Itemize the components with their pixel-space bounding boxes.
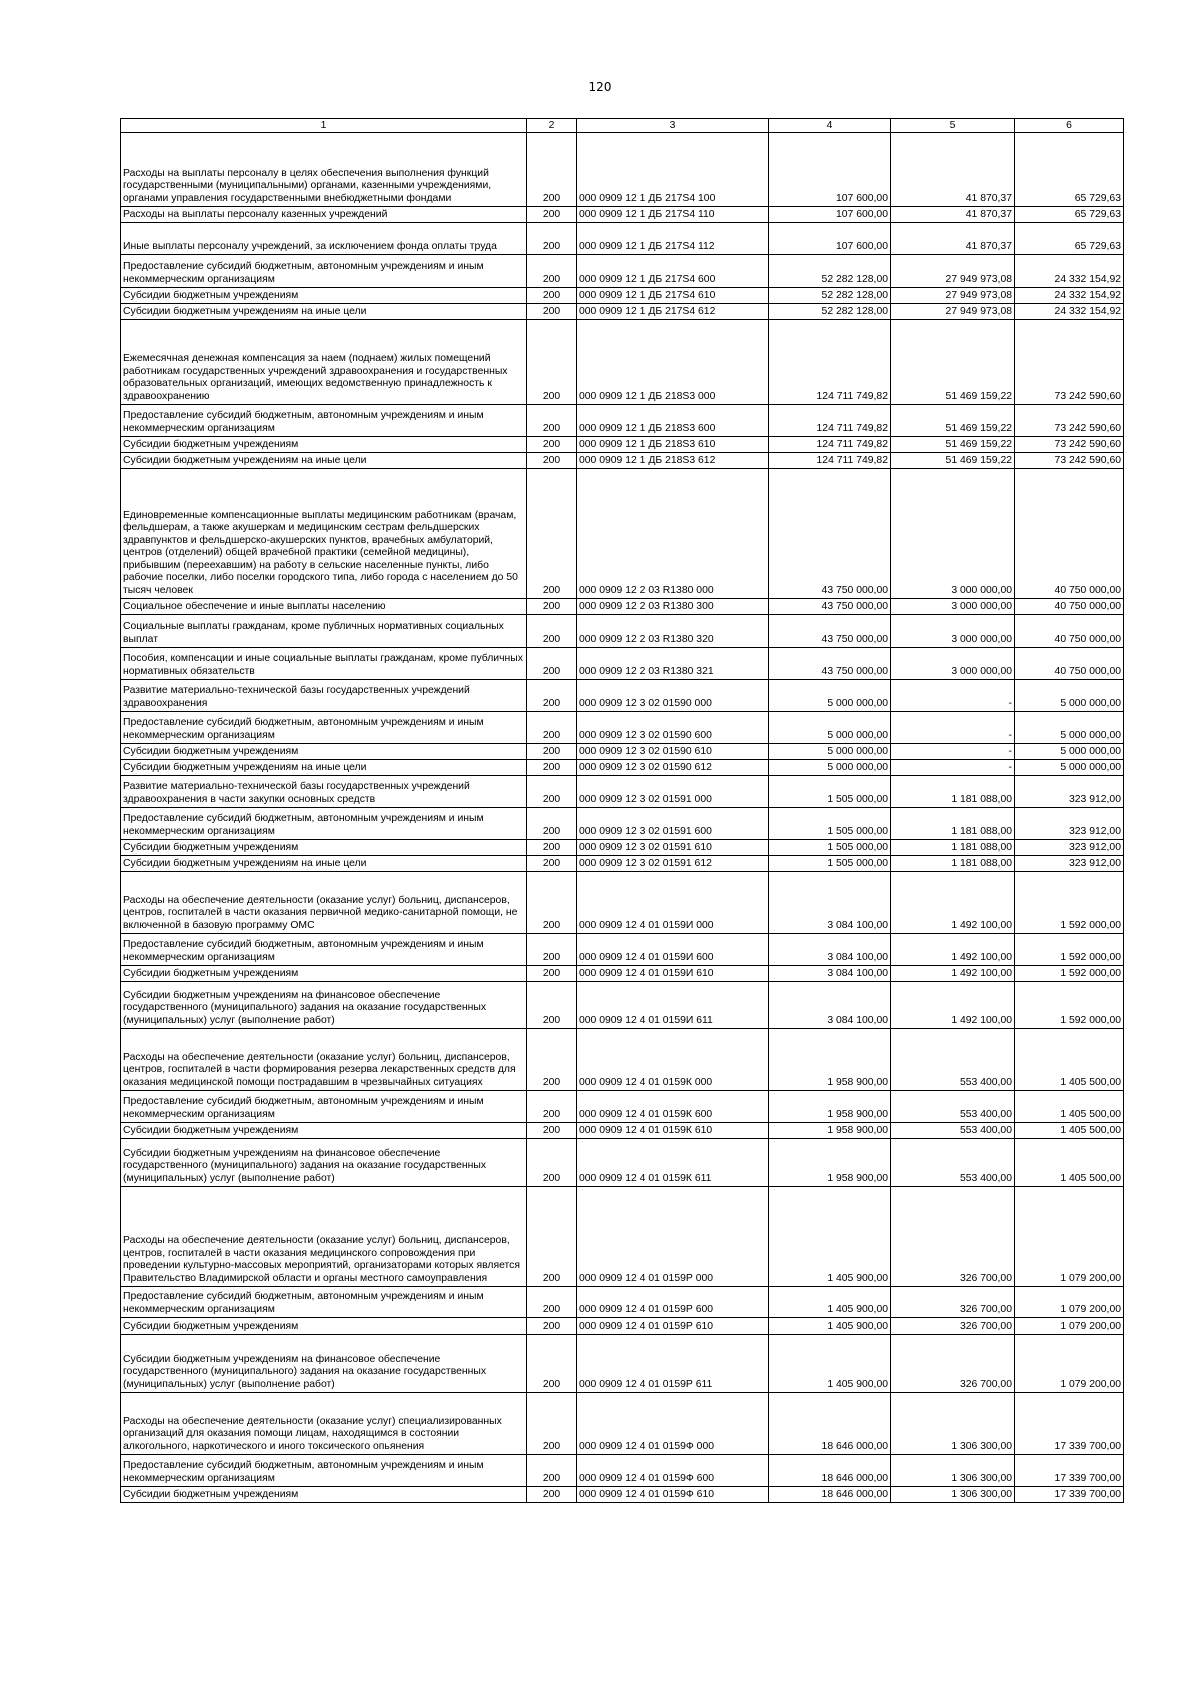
row-gr-code: 200 — [527, 1393, 577, 1455]
row-value-col4: 1 405 900,00 — [769, 1287, 891, 1318]
table-row — [121, 599, 1124, 615]
row-value-col6: 40 750 000,00 — [1015, 599, 1124, 615]
row-name: Пособия, компенсации и иные социальные выплаты гражданам, кроме публичных нормативных обязательств — [121, 648, 527, 680]
table-row — [121, 1455, 1124, 1487]
row-name: Субсидии бюджетным учреждениям — [121, 437, 527, 453]
row-budget-code: 000 0909 12 1 ДБ 218S3 610 — [577, 437, 769, 453]
row-gr-code: 200 — [527, 966, 577, 982]
row-value-col6: 73 242 590,60 — [1015, 453, 1124, 469]
row-value-col4: 1 958 900,00 — [769, 1139, 891, 1187]
table-row — [121, 1318, 1124, 1335]
row-value-col5: 3 000 000,00 — [891, 615, 1015, 648]
row-value-col4: 18 646 000,00 — [769, 1393, 891, 1455]
row-value-col5: 27 949 973,08 — [891, 288, 1015, 304]
row-value-col4: 52 282 128,00 — [769, 288, 891, 304]
column-header: 1 — [121, 119, 527, 133]
row-name: Расходы на выплаты персоналу в целях обеспечения выполнения функций государственными (муниципальными) органами, казенными учреждениями, органами управления государственными внебюджетными фондами — [121, 133, 527, 207]
row-value-col4: 107 600,00 — [769, 133, 891, 207]
table-row — [121, 405, 1124, 437]
row-name: Ежемесячная денежная компенсация за наем (поднаем) жилых помещений работникам государственных учреждений здравоохранения и государственных образовательных организаций, имеющих ведомственную принадлежность к здравоохранению — [121, 320, 527, 405]
row-budget-code: 000 0909 12 4 01 0159И 610 — [577, 966, 769, 982]
table-body — [121, 133, 1124, 1503]
row-name: Субсидии бюджетным учреждениям на финансовое обеспечение государственного (муниципального) задания на оказание государственных (муниципальных) услуг (выполнение работ) — [121, 1139, 527, 1187]
table-row — [121, 966, 1124, 982]
row-name: Субсидии бюджетным учреждениям — [121, 840, 527, 856]
row-value-col6: 17 339 700,00 — [1015, 1455, 1124, 1487]
row-value-col6: 5 000 000,00 — [1015, 760, 1124, 776]
row-gr-code: 200 — [527, 1287, 577, 1318]
column-header: 4 — [769, 119, 891, 133]
row-gr-code: 200 — [527, 207, 577, 223]
table-row — [121, 744, 1124, 760]
row-value-col5: 51 469 159,22 — [891, 405, 1015, 437]
row-name: Субсидии бюджетным учреждениям на иные цели — [121, 856, 527, 872]
row-gr-code: 200 — [527, 1187, 577, 1287]
row-value-col5: 1 492 100,00 — [891, 934, 1015, 966]
row-budget-code: 000 0909 12 3 02 01590 610 — [577, 744, 769, 760]
row-budget-code: 000 0909 12 4 01 0159Р 600 — [577, 1287, 769, 1318]
table-row — [121, 712, 1124, 744]
row-value-col5: 41 870,37 — [891, 133, 1015, 207]
row-budget-code: 000 0909 12 2 03 R1380 000 — [577, 469, 769, 599]
row-name: Расходы на обеспечение деятельности (оказание услуг) больниц, диспансеров, центров, госпиталей в части оказания первичной медико-санитарной помощи, не включенной в базовую программу ОМС — [121, 872, 527, 934]
row-value-col5: 326 700,00 — [891, 1318, 1015, 1335]
row-value-col4: 124 711 749,82 — [769, 405, 891, 437]
row-value-col5: - — [891, 760, 1015, 776]
row-gr-code: 200 — [527, 133, 577, 207]
row-value-col6: 24 332 154,92 — [1015, 288, 1124, 304]
table-row — [121, 133, 1124, 207]
row-name: Предоставление субсидий бюджетным, автономным учреждениям и иным некоммерческим организациям — [121, 1287, 527, 1318]
row-name: Иные выплаты персоналу учреждений, за исключением фонда оплаты труда — [121, 223, 527, 255]
table-row — [121, 615, 1124, 648]
table-row — [121, 223, 1124, 255]
row-value-col5: 1 181 088,00 — [891, 840, 1015, 856]
row-name: Расходы на обеспечение деятельности (оказание услуг) больниц, диспансеров, центров, госпиталей в части оказания медицинского сопровождения при проведении культурно-массовых мероприятий, организаторами которых является Правительство Владимирской области и органы местного самоуправления — [121, 1187, 527, 1287]
row-gr-code: 200 — [527, 808, 577, 840]
row-budget-code: 000 0909 12 4 01 0159Р 000 — [577, 1187, 769, 1287]
table-row — [121, 1123, 1124, 1139]
row-budget-code: 000 0909 12 4 01 0159И 600 — [577, 934, 769, 966]
row-name: Единовременные компенсационные выплаты медицинским работникам (врачам, фельдшерам, а также акушеркам и медицинским сестрам фельдшерских здравпунктов и фельдшерско-акушерских пунктов, врачебных амбулаторий, центров (отделений) общей врачебной практики (семейной медицины), прибывшим (переехавшим) на работу в сельские населенные пункты, либо рабочие поселки, либо поселки городского типа, либо города с населением до 50 тысяч человек — [121, 469, 527, 599]
row-value-col6: 1 405 500,00 — [1015, 1091, 1124, 1123]
row-name: Предоставление субсидий бюджетным, автономным учреждениям и иным некоммерческим организациям — [121, 1455, 527, 1487]
row-budget-code: 000 0909 12 3 02 01591 000 — [577, 776, 769, 808]
table-row — [121, 648, 1124, 680]
table-row — [121, 840, 1124, 856]
row-value-col4: 107 600,00 — [769, 223, 891, 255]
row-gr-code: 200 — [527, 1139, 577, 1187]
row-value-col4: 1 505 000,00 — [769, 856, 891, 872]
row-name: Субсидии бюджетным учреждениям — [121, 1123, 527, 1139]
row-value-col6: 323 912,00 — [1015, 856, 1124, 872]
row-budget-code: 000 0909 12 4 01 0159Ф 610 — [577, 1487, 769, 1503]
table-row — [121, 680, 1124, 712]
row-name: Субсидии бюджетным учреждениям — [121, 288, 527, 304]
row-value-col4: 3 084 100,00 — [769, 966, 891, 982]
table-row — [121, 1393, 1124, 1455]
row-name: Предоставление субсидий бюджетным, автономным учреждениям и иным некоммерческим организациям — [121, 405, 527, 437]
row-budget-code: 000 0909 12 1 ДБ 217S4 110 — [577, 207, 769, 223]
row-gr-code: 200 — [527, 872, 577, 934]
row-value-col5: 1 492 100,00 — [891, 966, 1015, 982]
row-value-col6: 40 750 000,00 — [1015, 648, 1124, 680]
table-row — [121, 808, 1124, 840]
row-value-col6: 1 079 200,00 — [1015, 1335, 1124, 1393]
column-header: 5 — [891, 119, 1015, 133]
table-row — [121, 437, 1124, 453]
row-name: Предоставление субсидий бюджетным, автономным учреждениям и иным некоммерческим организациям — [121, 255, 527, 288]
row-name: Субсидии бюджетным учреждениям на финансовое обеспечение государственного (муниципального) задания на оказание государственных (муниципальных) услуг (выполнение работ) — [121, 982, 527, 1029]
row-value-col4: 1 505 000,00 — [769, 776, 891, 808]
row-value-col5: 1 181 088,00 — [891, 808, 1015, 840]
row-value-col6: 1 592 000,00 — [1015, 966, 1124, 982]
row-gr-code: 200 — [527, 1318, 577, 1335]
row-budget-code: 000 0909 12 2 03 R1380 321 — [577, 648, 769, 680]
row-value-col5: 27 949 973,08 — [891, 255, 1015, 288]
row-value-col6: 1 079 200,00 — [1015, 1187, 1124, 1287]
row-value-col4: 18 646 000,00 — [769, 1487, 891, 1503]
row-value-col6: 73 242 590,60 — [1015, 437, 1124, 453]
row-value-col5: 41 870,37 — [891, 223, 1015, 255]
row-value-col6: 1 592 000,00 — [1015, 934, 1124, 966]
row-value-col6: 24 332 154,92 — [1015, 304, 1124, 320]
row-budget-code: 000 0909 12 4 01 0159К 611 — [577, 1139, 769, 1187]
row-name: Субсидии бюджетным учреждениям — [121, 1318, 527, 1335]
row-budget-code: 000 0909 12 1 ДБ 218S3 612 — [577, 453, 769, 469]
row-value-col6: 17 339 700,00 — [1015, 1393, 1124, 1455]
row-value-col5: 1 181 088,00 — [891, 856, 1015, 872]
row-value-col6: 1 592 000,00 — [1015, 982, 1124, 1029]
row-value-col5: - — [891, 712, 1015, 744]
row-value-col4: 1 958 900,00 — [769, 1123, 891, 1139]
row-value-col4: 1 405 900,00 — [769, 1335, 891, 1393]
row-gr-code: 200 — [527, 934, 577, 966]
row-value-col5: 553 400,00 — [891, 1029, 1015, 1091]
row-gr-code: 200 — [527, 760, 577, 776]
row-value-col6: 323 912,00 — [1015, 808, 1124, 840]
row-value-col6: 1 405 500,00 — [1015, 1029, 1124, 1091]
row-name: Субсидии бюджетным учреждениям на иные цели — [121, 760, 527, 776]
row-budget-code: 000 0909 12 2 03 R1380 320 — [577, 615, 769, 648]
row-budget-code: 000 0909 12 3 02 01590 612 — [577, 760, 769, 776]
table-row — [121, 288, 1124, 304]
row-gr-code: 200 — [527, 1029, 577, 1091]
row-value-col5: 3 000 000,00 — [891, 648, 1015, 680]
row-value-col4: 5 000 000,00 — [769, 744, 891, 760]
row-gr-code: 200 — [527, 744, 577, 760]
row-name: Субсидии бюджетным учреждениям на иные цели — [121, 304, 527, 320]
row-name: Субсидии бюджетным учреждениям — [121, 744, 527, 760]
row-budget-code: 000 0909 12 4 01 0159И 611 — [577, 982, 769, 1029]
row-value-col4: 5 000 000,00 — [769, 760, 891, 776]
table-row — [121, 1487, 1124, 1503]
row-gr-code: 200 — [527, 1335, 577, 1393]
table-row — [121, 1091, 1124, 1123]
table-row — [121, 872, 1124, 934]
row-budget-code: 000 0909 12 1 ДБ 217S4 610 — [577, 288, 769, 304]
table-row — [121, 1139, 1124, 1187]
table-row — [121, 453, 1124, 469]
row-budget-code: 000 0909 12 4 01 0159К 600 — [577, 1091, 769, 1123]
row-budget-code: 000 0909 12 3 02 01590 600 — [577, 712, 769, 744]
row-budget-code: 000 0909 12 4 01 0159Ф 600 — [577, 1455, 769, 1487]
row-value-col5: 1 306 300,00 — [891, 1487, 1015, 1503]
column-header: 3 — [577, 119, 769, 133]
table-row — [121, 982, 1124, 1029]
row-value-col5: 1 306 300,00 — [891, 1393, 1015, 1455]
row-value-col5: 1 306 300,00 — [891, 1455, 1015, 1487]
row-value-col4: 107 600,00 — [769, 207, 891, 223]
row-name: Субсидии бюджетным учреждениям — [121, 966, 527, 982]
row-value-col6: 323 912,00 — [1015, 776, 1124, 808]
row-name: Субсидии бюджетным учреждениям на иные цели — [121, 453, 527, 469]
row-budget-code: 000 0909 12 4 01 0159И 000 — [577, 872, 769, 934]
row-gr-code: 200 — [527, 320, 577, 405]
row-value-col4: 1 405 900,00 — [769, 1187, 891, 1287]
row-budget-code: 000 0909 12 3 02 01590 000 — [577, 680, 769, 712]
row-gr-code: 200 — [527, 405, 577, 437]
row-value-col5: 1 492 100,00 — [891, 872, 1015, 934]
row-value-col4: 52 282 128,00 — [769, 304, 891, 320]
row-value-col6: 40 750 000,00 — [1015, 469, 1124, 599]
row-budget-code: 000 0909 12 1 ДБ 217S4 600 — [577, 255, 769, 288]
row-value-col4: 1 505 000,00 — [769, 808, 891, 840]
row-budget-code: 000 0909 12 1 ДБ 218S3 000 — [577, 320, 769, 405]
row-gr-code: 200 — [527, 223, 577, 255]
row-gr-code: 200 — [527, 680, 577, 712]
row-name: Социальное обеспечение и иные выплаты населению — [121, 599, 527, 615]
row-name: Развитие материально-технической базы государственных учреждений здравоохранения — [121, 680, 527, 712]
row-value-col4: 3 084 100,00 — [769, 934, 891, 966]
row-budget-code: 000 0909 12 1 ДБ 217S4 112 — [577, 223, 769, 255]
row-gr-code: 200 — [527, 437, 577, 453]
row-value-col6: 73 242 590,60 — [1015, 405, 1124, 437]
row-value-col6: 73 242 590,60 — [1015, 320, 1124, 405]
row-gr-code: 200 — [527, 615, 577, 648]
table-row — [121, 1029, 1124, 1091]
row-gr-code: 200 — [527, 304, 577, 320]
row-gr-code: 200 — [527, 255, 577, 288]
row-gr-code: 200 — [527, 1487, 577, 1503]
row-value-col4: 52 282 128,00 — [769, 255, 891, 288]
row-value-col4: 1 505 000,00 — [769, 840, 891, 856]
budget-table — [120, 118, 1124, 1503]
row-budget-code: 000 0909 12 4 01 0159Р 610 — [577, 1318, 769, 1335]
row-value-col5: 51 469 159,22 — [891, 437, 1015, 453]
row-name: Развитие материально-технической базы государственных учреждений здравоохранения в части закупки основных средств — [121, 776, 527, 808]
row-value-col4: 124 711 749,82 — [769, 437, 891, 453]
row-name: Предоставление субсидий бюджетным, автономным учреждениям и иным некоммерческим организациям — [121, 934, 527, 966]
row-budget-code: 000 0909 12 3 02 01591 610 — [577, 840, 769, 856]
row-budget-code: 000 0909 12 2 03 R1380 300 — [577, 599, 769, 615]
row-value-col4: 124 711 749,82 — [769, 453, 891, 469]
row-value-col5: 41 870,37 — [891, 207, 1015, 223]
row-value-col6: 65 729,63 — [1015, 207, 1124, 223]
table-row — [121, 856, 1124, 872]
row-gr-code: 200 — [527, 712, 577, 744]
row-value-col4: 1 958 900,00 — [769, 1091, 891, 1123]
row-value-col4: 43 750 000,00 — [769, 615, 891, 648]
row-value-col6: 40 750 000,00 — [1015, 615, 1124, 648]
row-budget-code: 000 0909 12 4 01 0159К 610 — [577, 1123, 769, 1139]
row-value-col4: 43 750 000,00 — [769, 648, 891, 680]
row-value-col5: 51 469 159,22 — [891, 320, 1015, 405]
row-value-col4: 5 000 000,00 — [769, 680, 891, 712]
row-gr-code: 200 — [527, 1455, 577, 1487]
row-gr-code: 200 — [527, 599, 577, 615]
row-value-col6: 1 592 000,00 — [1015, 872, 1124, 934]
row-name: Расходы на выплаты персоналу казенных учреждений — [121, 207, 527, 223]
row-value-col5: 553 400,00 — [891, 1139, 1015, 1187]
column-header: 2 — [527, 119, 577, 133]
row-gr-code: 200 — [527, 1091, 577, 1123]
row-value-col5: 3 000 000,00 — [891, 599, 1015, 615]
row-value-col6: 1 079 200,00 — [1015, 1318, 1124, 1335]
row-budget-code: 000 0909 12 3 02 01591 600 — [577, 808, 769, 840]
row-gr-code: 200 — [527, 776, 577, 808]
table-header-row — [121, 119, 1124, 133]
row-value-col4: 3 084 100,00 — [769, 982, 891, 1029]
table-row — [121, 934, 1124, 966]
row-value-col6: 1 079 200,00 — [1015, 1287, 1124, 1318]
row-budget-code: 000 0909 12 4 01 0159Р 611 — [577, 1335, 769, 1393]
row-value-col6: 323 912,00 — [1015, 840, 1124, 856]
row-gr-code: 200 — [527, 288, 577, 304]
row-name: Расходы на обеспечение деятельности (оказание услуг) специализированных организаций для оказания помощи лицам, находящимся в состоянии алкогольного, наркотического и иного токсического опьянения — [121, 1393, 527, 1455]
row-gr-code: 200 — [527, 453, 577, 469]
row-budget-code: 000 0909 12 4 01 0159Ф 000 — [577, 1393, 769, 1455]
row-value-col6: 5 000 000,00 — [1015, 680, 1124, 712]
row-value-col6: 1 405 500,00 — [1015, 1123, 1124, 1139]
row-value-col5: 553 400,00 — [891, 1123, 1015, 1139]
row-name: Субсидии бюджетным учреждениям на финансовое обеспечение государственного (муниципального) задания на оказание государственных (муниципальных) услуг (выполнение работ) — [121, 1335, 527, 1393]
row-value-col6: 65 729,63 — [1015, 133, 1124, 207]
row-value-col5: - — [891, 744, 1015, 760]
table-row — [121, 320, 1124, 405]
row-budget-code: 000 0909 12 1 ДБ 217S4 612 — [577, 304, 769, 320]
row-gr-code: 200 — [527, 469, 577, 599]
row-gr-code: 200 — [527, 856, 577, 872]
row-value-col6: 1 405 500,00 — [1015, 1139, 1124, 1187]
row-value-col5: 553 400,00 — [891, 1091, 1015, 1123]
row-value-col4: 43 750 000,00 — [769, 599, 891, 615]
row-value-col4: 124 711 749,82 — [769, 320, 891, 405]
table-row — [121, 776, 1124, 808]
row-value-col5: 27 949 973,08 — [891, 304, 1015, 320]
row-value-col6: 5 000 000,00 — [1015, 712, 1124, 744]
row-name: Социальные выплаты гражданам, кроме публичных нормативных социальных выплат — [121, 615, 527, 648]
row-value-col5: - — [891, 680, 1015, 712]
table-row — [121, 207, 1124, 223]
row-value-col5: 1 181 088,00 — [891, 776, 1015, 808]
row-name: Субсидии бюджетным учреждениям — [121, 1487, 527, 1503]
row-gr-code: 200 — [527, 840, 577, 856]
row-value-col5: 1 492 100,00 — [891, 982, 1015, 1029]
table-row — [121, 1187, 1124, 1287]
row-value-col5: 326 700,00 — [891, 1287, 1015, 1318]
row-name: Предоставление субсидий бюджетным, автономным учреждениям и иным некоммерческим организациям — [121, 1091, 527, 1123]
row-value-col5: 3 000 000,00 — [891, 469, 1015, 599]
row-budget-code: 000 0909 12 4 01 0159К 000 — [577, 1029, 769, 1091]
table-row — [121, 1335, 1124, 1393]
table-row — [121, 1287, 1124, 1318]
row-value-col6: 5 000 000,00 — [1015, 744, 1124, 760]
row-value-col5: 51 469 159,22 — [891, 453, 1015, 469]
row-gr-code: 200 — [527, 982, 577, 1029]
row-name: Предоставление субсидий бюджетным, автономным учреждениям и иным некоммерческим организациям — [121, 712, 527, 744]
row-value-col6: 17 339 700,00 — [1015, 1487, 1124, 1503]
page-number: 120 — [588, 80, 612, 94]
row-value-col6: 65 729,63 — [1015, 223, 1124, 255]
table-row — [121, 469, 1124, 599]
column-header: 6 — [1015, 119, 1124, 133]
row-value-col4: 3 084 100,00 — [769, 872, 891, 934]
table-row — [121, 760, 1124, 776]
row-value-col5: 326 700,00 — [891, 1335, 1015, 1393]
row-gr-code: 200 — [527, 648, 577, 680]
row-value-col4: 1 405 900,00 — [769, 1318, 891, 1335]
row-budget-code: 000 0909 12 1 ДБ 218S3 600 — [577, 405, 769, 437]
row-value-col4: 18 646 000,00 — [769, 1455, 891, 1487]
row-value-col5: 326 700,00 — [891, 1187, 1015, 1287]
row-budget-code: 000 0909 12 3 02 01591 612 — [577, 856, 769, 872]
row-budget-code: 000 0909 12 1 ДБ 217S4 100 — [577, 133, 769, 207]
row-gr-code: 200 — [527, 1123, 577, 1139]
row-name: Расходы на обеспечение деятельности (оказание услуг) больниц, диспансеров, центров, госпиталей в части формирования резерва лекарственных средств для оказания медицинской помощи пострадавшим в чрезвычайных ситуациях — [121, 1029, 527, 1091]
row-name: Предоставление субсидий бюджетным, автономным учреждениям и иным некоммерческим организациям — [121, 808, 527, 840]
table-row — [121, 304, 1124, 320]
row-value-col4: 5 000 000,00 — [769, 712, 891, 744]
row-value-col4: 1 958 900,00 — [769, 1029, 891, 1091]
table-row — [121, 255, 1124, 288]
row-value-col4: 43 750 000,00 — [769, 469, 891, 599]
row-value-col6: 24 332 154,92 — [1015, 255, 1124, 288]
